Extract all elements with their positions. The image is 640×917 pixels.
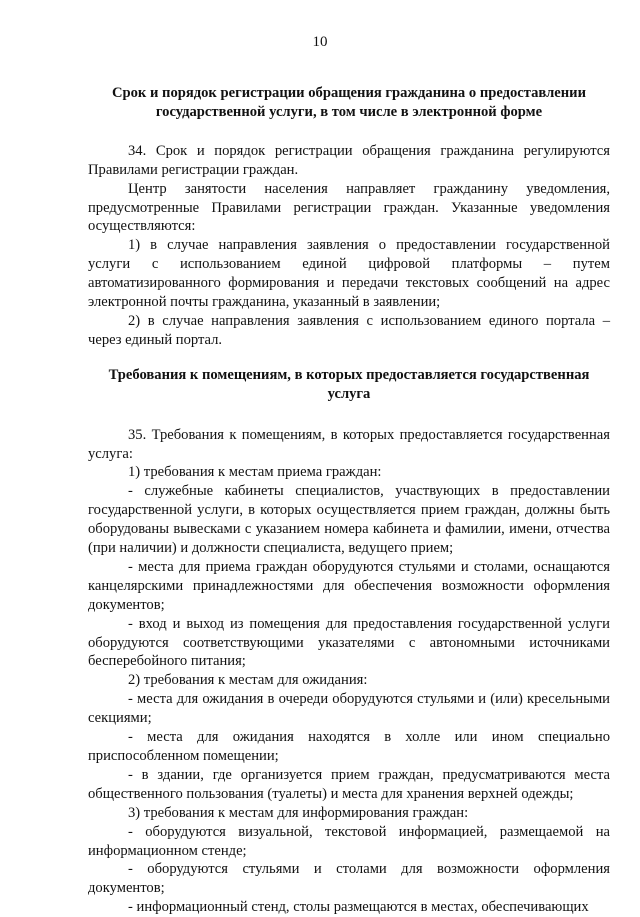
paragraph: - места для ожидания находятся в холле или ином специально приспособленном помещении; xyxy=(88,729,610,764)
paragraph: 34. Срок и порядок регистрации обращения гражданина регулируются Правилами регистрации граждан. xyxy=(88,142,610,178)
paragraph: - места для ожидания в очереди оборудуются стульями и (или) кресельными секциями; xyxy=(88,691,610,727)
paragraph: - вход и выход из помещения для предоставления государственной услуги оборудуются соответствующими указателями с автономными источниками бесперебойного питания; xyxy=(88,615,610,670)
paragraph: 1) в случае направления заявления о предоставлении государственной услуги с использованием единой цифровой платформы – путем автоматизированного формирования и передачи текстовых сообщений на адрес электронной почты гражданина, указанный в заявлении; xyxy=(88,237,610,311)
paragraph: 3) требования к местам для информирования граждан: xyxy=(128,804,469,821)
paragraph: 2) требования к местам для ожидания: xyxy=(128,672,368,689)
section-heading-premises: Требования к помещениям, в которых предоставляется государственная услуга xyxy=(108,366,590,402)
paragraph: - служебные кабинеты специалистов, участвующих в предоставлении государственной услуги, в которых осуществляется прием граждан, должны быть оборудованы вывесками с указанием номера кабинета и фамилии, имени, отчества (при наличии) и должности специалиста, ведущего прием; xyxy=(88,483,610,557)
paragraph: - оборудуются стульями и столами для возможности оформления документов; xyxy=(88,861,610,897)
paragraph: 35. Требования к помещениям, в которых предоставляется государственная услуга: xyxy=(88,426,610,462)
paragraph: - оборудуются визуальной, текстовой информацией, размещаемой на информационном стенде; xyxy=(88,823,610,859)
document-body xyxy=(88,84,610,917)
paragraph: 2) в случае направления заявления с использованием единого портала – через единый портал. xyxy=(88,312,610,348)
paragraph: - места для приема граждан оборудуются стульями и столами, оснащаются канцелярскими принадлежностями для обеспечения возможности оформления документов; xyxy=(88,558,610,613)
paragraph: 1) требования к местам приема граждан: xyxy=(128,464,382,481)
paragraph: - информационный стенд, столы размещаются в местах, обеспечивающих xyxy=(128,899,589,916)
paragraph: Центр занятости населения направляет гражданину уведомления, предусмотренные Правилами регистрации граждан. Указанные уведомления осуществляются: xyxy=(88,180,610,235)
page-number: 10 xyxy=(312,34,328,50)
paragraph: - в здании, где организуется прием граждан, предусматриваются места общественного пользования (туалеты) и места для хранения верхней одежды; xyxy=(88,766,610,802)
section-heading-registration: Срок и порядок регистрации обращения гражданина о предоставлении государственной услуги, в том числе в электронной форме xyxy=(111,85,587,120)
